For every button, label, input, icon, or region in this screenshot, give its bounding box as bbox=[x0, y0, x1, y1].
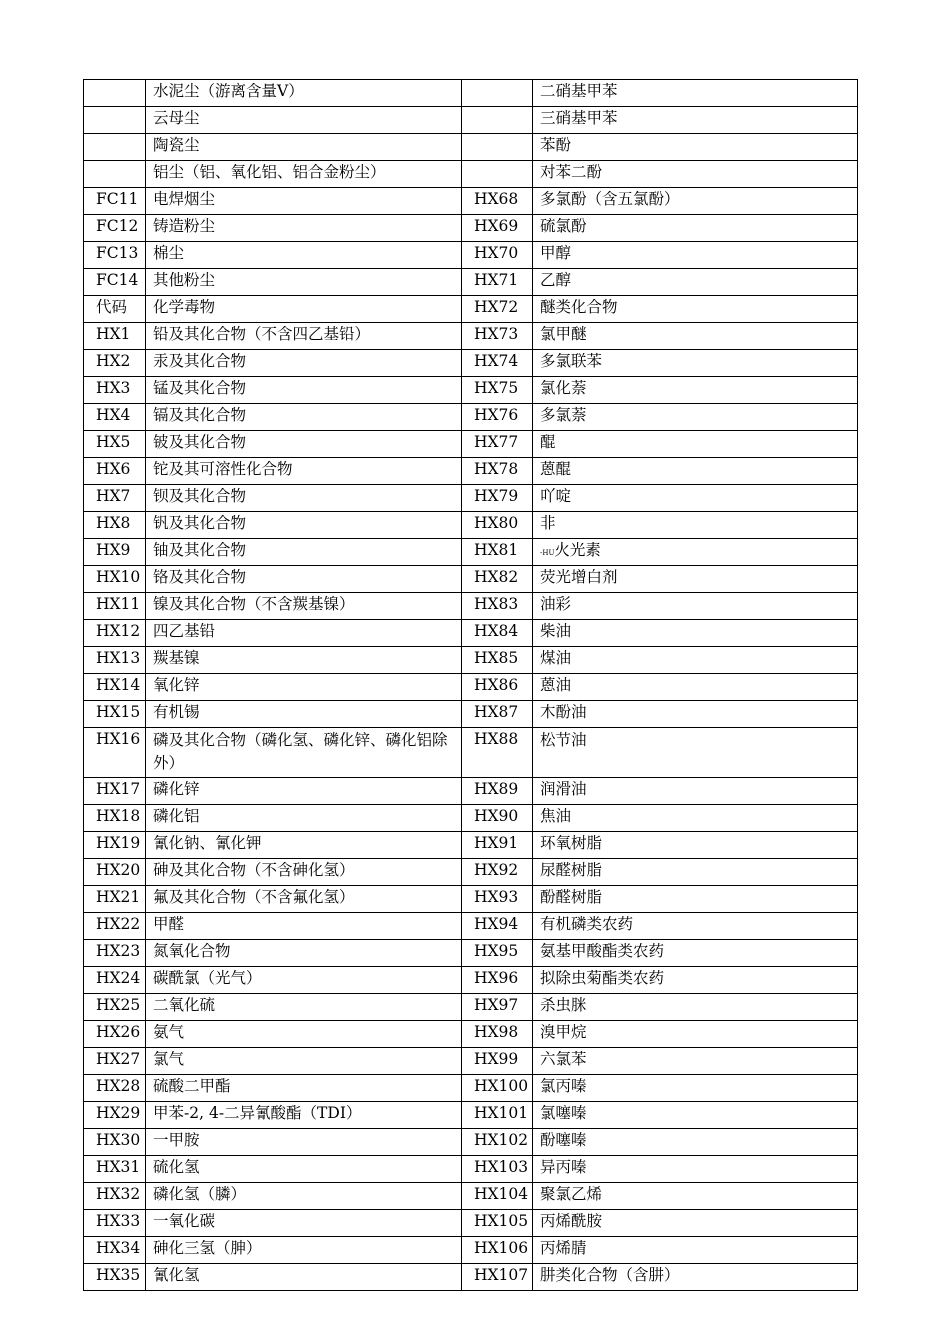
table-row bbox=[84, 1210, 858, 1237]
right-code-cell: HX85 bbox=[462, 647, 533, 674]
right-name-cell: 多氯萘 bbox=[533, 404, 858, 431]
left-name-cell: 一甲胺 bbox=[146, 1129, 462, 1156]
table-row bbox=[84, 728, 858, 778]
right-code-cell: HX81 bbox=[462, 539, 533, 566]
right-name-cell: 酚噻嗪 bbox=[533, 1129, 858, 1156]
left-name-cell: 氟及其化合物（不含氟化氢） bbox=[146, 886, 462, 913]
left-name-cell: 其他粉尘 bbox=[146, 269, 462, 296]
table-row bbox=[84, 323, 858, 350]
table-row bbox=[84, 134, 858, 161]
right-name-cell: 拟除虫菊酯类农药 bbox=[533, 967, 858, 994]
left-name-cell: 四乙基铅 bbox=[146, 620, 462, 647]
left-code-cell: HX8 bbox=[84, 512, 146, 539]
right-name-cell: 非 bbox=[533, 512, 858, 539]
right-name-cell: 丙烯酰胺 bbox=[533, 1210, 858, 1237]
left-code-cell bbox=[84, 80, 146, 107]
left-code-cell: HX11 bbox=[84, 593, 146, 620]
left-code-cell: HX27 bbox=[84, 1048, 146, 1075]
table-row bbox=[84, 269, 858, 296]
left-name-cell: 云母尘 bbox=[146, 107, 462, 134]
right-code-cell: HX105 bbox=[462, 1210, 533, 1237]
left-code-cell bbox=[84, 107, 146, 134]
small-print-prefix: -HU bbox=[540, 549, 555, 557]
table-row bbox=[84, 778, 858, 805]
table-row bbox=[84, 242, 858, 269]
left-code-cell: HX12 bbox=[84, 620, 146, 647]
left-name-cell: 磷化氢（膦） bbox=[146, 1183, 462, 1210]
left-code-cell: 代码 bbox=[84, 296, 146, 323]
left-code-cell: FC12 bbox=[84, 215, 146, 242]
left-code-cell bbox=[84, 161, 146, 188]
table-row bbox=[84, 1156, 858, 1183]
substance-name: 火光素 bbox=[554, 541, 601, 559]
right-name-cell: 松节油 bbox=[533, 728, 858, 778]
table-row bbox=[84, 512, 858, 539]
left-code-cell: HX18 bbox=[84, 805, 146, 832]
left-code-cell: HX15 bbox=[84, 701, 146, 728]
left-code-cell: HX29 bbox=[84, 1102, 146, 1129]
left-name-cell: 硫酸二甲酯 bbox=[146, 1075, 462, 1102]
table-row bbox=[84, 620, 858, 647]
table-row bbox=[84, 377, 858, 404]
right-name-cell: 润滑油 bbox=[533, 778, 858, 805]
left-name-cell: 磷化铝 bbox=[146, 805, 462, 832]
left-name-cell: 氰化氢 bbox=[146, 1264, 462, 1291]
left-code-cell: HX16 bbox=[84, 728, 146, 778]
right-name-cell: 荧光增白剂 bbox=[533, 566, 858, 593]
left-name-cell: 磷及其化合物（磷化氢、磷化锌、磷化铝除外） bbox=[146, 728, 462, 778]
right-name-cell: 乙醇 bbox=[533, 269, 858, 296]
left-code-cell: HX22 bbox=[84, 913, 146, 940]
left-code-cell: HX20 bbox=[84, 859, 146, 886]
right-name-cell bbox=[533, 539, 858, 566]
right-code-cell: HX94 bbox=[462, 913, 533, 940]
table-row bbox=[84, 80, 858, 107]
right-code-cell: HX100 bbox=[462, 1075, 533, 1102]
left-code-cell: HX28 bbox=[84, 1075, 146, 1102]
left-name-cell: 甲苯-2, 4-二异氰酸酯（TDI） bbox=[146, 1102, 462, 1129]
right-code-cell: HX70 bbox=[462, 242, 533, 269]
table-row bbox=[84, 967, 858, 994]
left-code-cell: HX35 bbox=[84, 1264, 146, 1291]
right-code-cell: HX104 bbox=[462, 1183, 533, 1210]
right-name-cell: 氯甲醚 bbox=[533, 323, 858, 350]
table-row bbox=[84, 188, 858, 215]
right-code-cell: HX91 bbox=[462, 832, 533, 859]
right-code-cell: HX86 bbox=[462, 674, 533, 701]
left-code-cell: HX17 bbox=[84, 778, 146, 805]
right-name-cell: 尿醛树脂 bbox=[533, 859, 858, 886]
left-code-cell: HX5 bbox=[84, 431, 146, 458]
left-name-cell: 氨气 bbox=[146, 1021, 462, 1048]
right-name-cell: 氨基甲酸酯类农药 bbox=[533, 940, 858, 967]
left-name-cell: 氮氧化合物 bbox=[146, 940, 462, 967]
left-name-cell: 棉尘 bbox=[146, 242, 462, 269]
left-name-cell: 水泥尘（游离含量Ⅴ） bbox=[146, 80, 462, 107]
left-name-cell: 铸造粉尘 bbox=[146, 215, 462, 242]
left-code-cell: FC11 bbox=[84, 188, 146, 215]
right-code-cell: HX72 bbox=[462, 296, 533, 323]
table-row bbox=[84, 647, 858, 674]
table-row bbox=[84, 593, 858, 620]
right-code-cell: HX84 bbox=[462, 620, 533, 647]
right-name-cell: 吖啶 bbox=[533, 485, 858, 512]
table-body bbox=[84, 80, 858, 1291]
left-code-cell: HX6 bbox=[84, 458, 146, 485]
right-name-cell: 杀虫脒 bbox=[533, 994, 858, 1021]
table-row bbox=[84, 566, 858, 593]
right-code-cell: HX77 bbox=[462, 431, 533, 458]
right-code-cell bbox=[462, 107, 533, 134]
right-name-cell: 焦油 bbox=[533, 805, 858, 832]
right-code-cell: HX89 bbox=[462, 778, 533, 805]
left-code-cell: HX1 bbox=[84, 323, 146, 350]
right-name-cell: 丙烯腈 bbox=[533, 1237, 858, 1264]
left-name-cell: 铬及其化合物 bbox=[146, 566, 462, 593]
right-code-cell: HX97 bbox=[462, 994, 533, 1021]
right-code-cell: HX93 bbox=[462, 886, 533, 913]
table-row bbox=[84, 296, 858, 323]
right-name-cell: 多氯酚（含五氯酚） bbox=[533, 188, 858, 215]
left-name-cell: 一氧化碳 bbox=[146, 1210, 462, 1237]
right-code-cell bbox=[462, 161, 533, 188]
right-code-cell: HX78 bbox=[462, 458, 533, 485]
left-name-cell: 铅及其化合物（不含四乙基铅） bbox=[146, 323, 462, 350]
table-row bbox=[84, 1021, 858, 1048]
table-row bbox=[84, 1129, 858, 1156]
right-name-cell: 蒽醌 bbox=[533, 458, 858, 485]
left-code-cell bbox=[84, 134, 146, 161]
right-code-cell: HX102 bbox=[462, 1129, 533, 1156]
right-code-cell: HX95 bbox=[462, 940, 533, 967]
left-name-cell: 硫化氢 bbox=[146, 1156, 462, 1183]
right-name-cell: 异丙嗪 bbox=[533, 1156, 858, 1183]
left-code-cell: HX10 bbox=[84, 566, 146, 593]
table-row bbox=[84, 832, 858, 859]
left-code-cell: HX14 bbox=[84, 674, 146, 701]
right-code-cell: HX99 bbox=[462, 1048, 533, 1075]
left-name-cell: 碳酰氯（光气） bbox=[146, 967, 462, 994]
left-code-cell: HX34 bbox=[84, 1237, 146, 1264]
right-code-cell: HX73 bbox=[462, 323, 533, 350]
left-code-cell: HX19 bbox=[84, 832, 146, 859]
right-code-cell: HX87 bbox=[462, 701, 533, 728]
left-name-cell: 氯气 bbox=[146, 1048, 462, 1075]
table-row bbox=[84, 805, 858, 832]
left-code-cell: HX13 bbox=[84, 647, 146, 674]
left-code-cell: HX7 bbox=[84, 485, 146, 512]
right-code-cell: HX75 bbox=[462, 377, 533, 404]
left-name-cell: 电焊烟尘 bbox=[146, 188, 462, 215]
hazard-code-table bbox=[83, 79, 858, 1291]
right-code-cell bbox=[462, 134, 533, 161]
right-code-cell: HX74 bbox=[462, 350, 533, 377]
right-code-cell: HX106 bbox=[462, 1237, 533, 1264]
left-name-cell: 铀及其化合物 bbox=[146, 539, 462, 566]
table-row bbox=[84, 1183, 858, 1210]
left-name-cell: 汞及其化合物 bbox=[146, 350, 462, 377]
right-name-cell: 油彩 bbox=[533, 593, 858, 620]
left-name-cell: 砷化三氢（胂） bbox=[146, 1237, 462, 1264]
right-name-cell: 氯噻嗪 bbox=[533, 1102, 858, 1129]
left-code-cell: HX26 bbox=[84, 1021, 146, 1048]
right-name-cell: 苯酚 bbox=[533, 134, 858, 161]
table-row bbox=[84, 539, 858, 566]
table-row bbox=[84, 350, 858, 377]
left-code-cell: HX3 bbox=[84, 377, 146, 404]
left-name-cell: 有机锡 bbox=[146, 701, 462, 728]
right-name-cell: 甲醇 bbox=[533, 242, 858, 269]
left-name-cell: 化学毒物 bbox=[146, 296, 462, 323]
right-name-cell: 煤油 bbox=[533, 647, 858, 674]
left-code-cell: HX4 bbox=[84, 404, 146, 431]
table-row bbox=[84, 458, 858, 485]
table-row bbox=[84, 404, 858, 431]
table-row bbox=[84, 859, 858, 886]
left-code-cell: FC14 bbox=[84, 269, 146, 296]
right-name-cell: 六氯苯 bbox=[533, 1048, 858, 1075]
left-code-cell: HX2 bbox=[84, 350, 146, 377]
left-name-cell: 磷化锌 bbox=[146, 778, 462, 805]
table-row bbox=[84, 431, 858, 458]
table-row bbox=[84, 1264, 858, 1291]
table-row bbox=[84, 485, 858, 512]
table-row bbox=[84, 215, 858, 242]
left-name-cell: 羰基镍 bbox=[146, 647, 462, 674]
right-code-cell: HX83 bbox=[462, 593, 533, 620]
left-code-cell: HX9 bbox=[84, 539, 146, 566]
left-name-cell: 镉及其化合物 bbox=[146, 404, 462, 431]
right-code-cell: HX101 bbox=[462, 1102, 533, 1129]
right-code-cell: HX79 bbox=[462, 485, 533, 512]
left-code-cell: HX30 bbox=[84, 1129, 146, 1156]
left-name-cell: 钒及其化合物 bbox=[146, 512, 462, 539]
left-name-cell: 锰及其化合物 bbox=[146, 377, 462, 404]
right-name-cell: 多氯联苯 bbox=[533, 350, 858, 377]
left-code-cell: FC13 bbox=[84, 242, 146, 269]
right-code-cell: HX92 bbox=[462, 859, 533, 886]
right-name-cell: 环氧树脂 bbox=[533, 832, 858, 859]
table-row bbox=[84, 994, 858, 1021]
left-name-cell: 铊及其可溶性化合物 bbox=[146, 458, 462, 485]
left-code-cell: HX25 bbox=[84, 994, 146, 1021]
left-name-cell: 铝尘（铝、氧化铝、铝合金粉尘） bbox=[146, 161, 462, 188]
right-code-cell: HX88 bbox=[462, 728, 533, 778]
table-row bbox=[84, 1048, 858, 1075]
table-row bbox=[84, 674, 858, 701]
left-code-cell: HX33 bbox=[84, 1210, 146, 1237]
right-name-cell: 醚类化合物 bbox=[533, 296, 858, 323]
right-code-cell: HX98 bbox=[462, 1021, 533, 1048]
right-name-cell: 氯丙嗪 bbox=[533, 1075, 858, 1102]
right-name-cell: 蒽油 bbox=[533, 674, 858, 701]
left-code-cell: HX32 bbox=[84, 1183, 146, 1210]
right-code-cell: HX107 bbox=[462, 1264, 533, 1291]
left-name-cell: 氰化钠、氰化钾 bbox=[146, 832, 462, 859]
right-code-cell: HX71 bbox=[462, 269, 533, 296]
right-name-cell: 二硝基甲苯 bbox=[533, 80, 858, 107]
left-name-cell: 甲醛 bbox=[146, 913, 462, 940]
right-code-cell: HX80 bbox=[462, 512, 533, 539]
left-name-cell: 钡及其化合物 bbox=[146, 485, 462, 512]
left-code-cell: HX31 bbox=[84, 1156, 146, 1183]
left-code-cell: HX21 bbox=[84, 886, 146, 913]
left-code-cell: HX24 bbox=[84, 967, 146, 994]
right-code-cell: HX76 bbox=[462, 404, 533, 431]
right-name-cell: 木酚油 bbox=[533, 701, 858, 728]
right-name-cell: 硫氯酚 bbox=[533, 215, 858, 242]
right-code-cell: HX68 bbox=[462, 188, 533, 215]
right-code-cell: HX82 bbox=[462, 566, 533, 593]
right-name-cell: 柴油 bbox=[533, 620, 858, 647]
right-name-cell: 肼类化合物（含肼） bbox=[533, 1264, 858, 1291]
table-row bbox=[84, 161, 858, 188]
right-code-cell: HX103 bbox=[462, 1156, 533, 1183]
table-row bbox=[84, 107, 858, 134]
right-name-cell: 酚醛树脂 bbox=[533, 886, 858, 913]
right-name-cell: 溴甲烷 bbox=[533, 1021, 858, 1048]
right-code-cell: HX69 bbox=[462, 215, 533, 242]
left-name-cell: 氧化锌 bbox=[146, 674, 462, 701]
right-name-cell: 有机磷类农药 bbox=[533, 913, 858, 940]
left-name-cell: 陶瓷尘 bbox=[146, 134, 462, 161]
right-name-cell: 对苯二酚 bbox=[533, 161, 858, 188]
left-name-cell: 砷及其化合物（不含砷化氢） bbox=[146, 859, 462, 886]
left-name-cell: 铍及其化合物 bbox=[146, 431, 462, 458]
table-row bbox=[84, 1237, 858, 1264]
table-row bbox=[84, 913, 858, 940]
table-row bbox=[84, 701, 858, 728]
right-code-cell: HX96 bbox=[462, 967, 533, 994]
right-name-cell: 聚氯乙烯 bbox=[533, 1183, 858, 1210]
table-row bbox=[84, 1102, 858, 1129]
right-code-cell: HX90 bbox=[462, 805, 533, 832]
left-code-cell: HX23 bbox=[84, 940, 146, 967]
right-name-cell: 氯化萘 bbox=[533, 377, 858, 404]
table-row bbox=[84, 886, 858, 913]
table-row bbox=[84, 1075, 858, 1102]
left-name-cell: 二氧化硫 bbox=[146, 994, 462, 1021]
right-name-cell: 三硝基甲苯 bbox=[533, 107, 858, 134]
table-row bbox=[84, 940, 858, 967]
left-name-cell: 镍及其化合物（不含羰基镍） bbox=[146, 593, 462, 620]
right-name-cell: 醌 bbox=[533, 431, 858, 458]
right-code-cell bbox=[462, 80, 533, 107]
